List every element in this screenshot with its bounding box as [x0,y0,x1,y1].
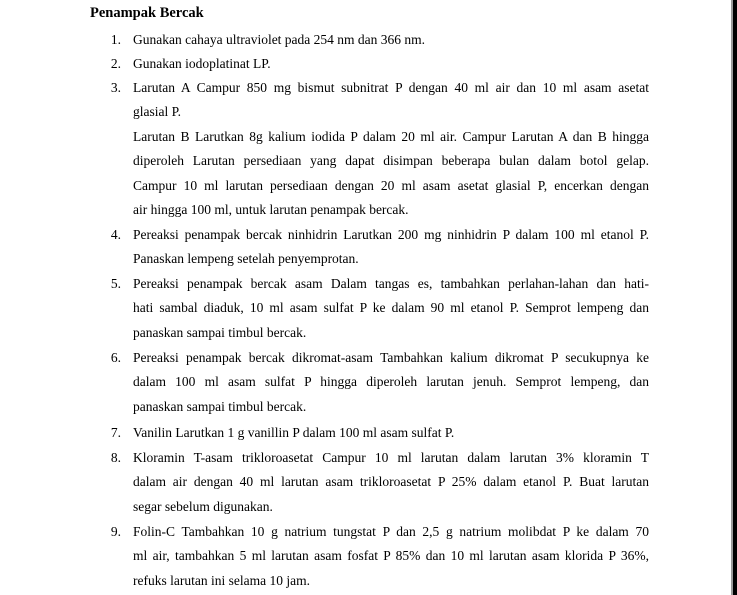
item-text [133,520,649,593]
item-text [133,223,649,272]
item-text [133,52,649,76]
text-line: dalam 100 ml asam sulfat P hingga diperoleh larutan jenuh. Semprot lempeng, dan [133,374,649,390]
text-line: ml air, tambahkan 5 ml larutan asam fosfat P 85% dan 10 ml larutan asam klorida P 36%, [133,548,649,564]
text-line: Pereaksi penampak bercak asam Dalam tangas es, tambahkan perlahan-lahan dan hati- [133,276,649,291]
item-text [133,421,649,445]
item-text [133,76,649,222]
text-line: dalam air dengan 40 ml larutan asam trikloroasetat P 25% dalam etanol P. Buat larutan [133,474,649,490]
text-line: Larutan A Campur 850 mg bismut subnitrat P dengan 40 ml air dan 10 ml asam asetat [133,80,649,95]
item-number: 5. [110,276,121,291]
text-line: Vanilin Larutkan 1 g vanillin P dalam 100 ml asam sulfat P. [133,425,455,440]
text-line: segar sebelum digunakan. [133,498,273,514]
text-line: glasial P. [133,104,182,120]
item-number: 8. [110,450,121,465]
text-line: panaskan sampai timbul bercak. [133,398,307,414]
text-line: Larutan B Larutkan 8g kalium iodida P dalam 20 ml air. Campur Larutan A dan B hingga [133,128,649,144]
item-number: 2. [110,56,121,71]
item-number: 6. [110,350,121,365]
text-line: Pereaksi penampak bercak dikromat-asam Tambahkan kalium dikromat P secukupnya ke [133,350,649,365]
text-line: Panaskan lempeng setelah penyemprotan. [133,251,359,267]
item-number: 9. [110,524,121,539]
text-line: hati sambal diaduk, 10 ml asam sulfat P ke dalam 90 ml etanol P. Semprot lempeng dan [133,300,649,316]
item-number: 1. [110,32,121,47]
text-line: Folin-C Tambahkan 10 g natrium tungstat P dan 2,5 g natrium molibdat P ke dalam 70 [133,524,649,539]
text-line: air hingga 100 ml, untuk larutan penampak bercak. [133,202,409,218]
text-line: Pereaksi penampak bercak ninhidrin Larutkan 200 mg ninhidrin P dalam 100 ml etanol P. [133,227,649,242]
item-number: 7. [110,425,121,440]
text-line: Campur 10 ml larutan persediaan dengan 20 ml asam asetat glasial P, encerkan dengan [133,177,649,193]
item-text [133,346,649,419]
section-heading: Penampak Bercak [90,5,204,21]
item-text [133,28,649,52]
item-text [133,272,649,345]
text-line: Gunakan iodoplatinat LP. [133,56,271,71]
page-edge [733,0,737,595]
item-text [133,446,649,519]
text-line: panaskan sampai timbul bercak. [133,324,307,340]
text-line: refuks larutan ini selama 10 jam. [133,572,310,588]
text-line: diperoleh Larutan persediaan yang dapat disimpan beberapa bulan dalam botol gelap. [133,153,649,169]
text-line: Gunakan cahaya ultraviolet pada 254 nm dan 366 nm. [133,32,426,47]
item-number: 3. [110,80,121,95]
item-number: 4. [110,227,121,242]
text-line: Kloramin T-asam trikloroasetat Campur 10 ml larutan dalam larutan 3% kloramin T [133,450,649,465]
